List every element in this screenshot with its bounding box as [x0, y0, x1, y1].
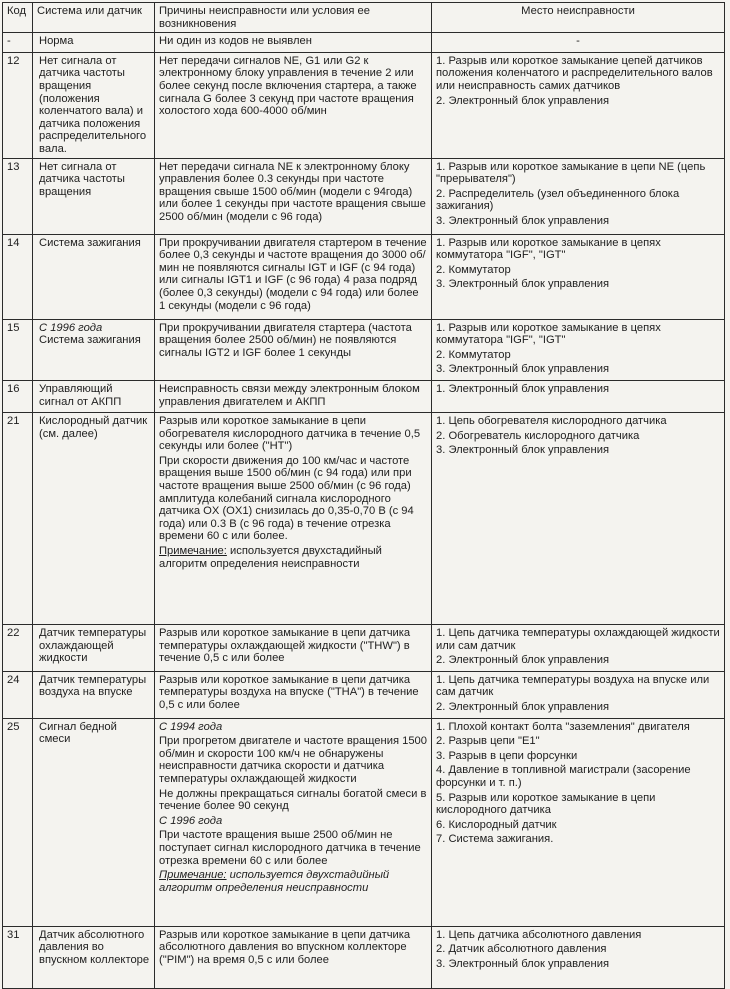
place-item: 7. Система зажигания. — [436, 833, 554, 846]
place-list — [436, 415, 720, 457]
row-code: - — [3, 33, 33, 53]
place-item: 2. Обогреватель кислородного датчика — [436, 429, 640, 442]
row-cause — [155, 33, 432, 53]
row-place — [432, 926, 725, 988]
cause-text: С 1996 года — [159, 814, 223, 827]
row-cause — [155, 52, 432, 158]
cause-note — [159, 545, 427, 570]
place-list — [436, 161, 720, 228]
table-header-row — [3, 3, 725, 33]
place-item: - — [576, 35, 580, 48]
row-code: 24 — [3, 671, 33, 718]
row-cause — [155, 380, 432, 412]
row-cause — [155, 671, 432, 718]
cause-text: Не должны прекращаться сигналы богатой смеси в течение более 90 секунд — [159, 787, 427, 813]
place-item: 2. Коммутатор — [436, 348, 511, 361]
row-system — [33, 413, 155, 625]
place-item: 3. Электронный блок управления — [436, 444, 610, 457]
cause-paragraph — [159, 627, 427, 665]
cause-text: Ни один из кодов не выявлен — [159, 35, 312, 48]
place-item: 3. Электронный блок управления — [436, 278, 610, 291]
place-item: 4. Давление в топливной магистрали (засорение форсунки и т. п.) — [436, 764, 691, 790]
cause-text: используется двухстадийный алгоритм определения неисправности — [159, 545, 382, 570]
table-row — [3, 33, 725, 53]
place-list — [436, 35, 720, 48]
cause-text: Разрыв или короткое замыкание в цепи обогревателя кислородного датчика в течение 0,5 секунды или более ("НТ") — [159, 415, 421, 453]
table-row — [3, 671, 725, 718]
place-item: 3. Электронный блок управления — [436, 957, 610, 970]
cause-paragraph — [159, 674, 427, 712]
header-cause: Причины неисправности или условия ее возникновения — [155, 3, 432, 33]
place-item: 2. Электронный блок управления — [436, 94, 610, 107]
place-item: 2. Датчик абсолютного давления — [436, 943, 607, 956]
place-item: 1. Разрыв или короткое замыкание в цепях коммутатора "IGF", "IGT" — [436, 236, 661, 262]
row-system — [33, 158, 155, 234]
cause-text: Неисправность связи между электронным блоком управления двигателем и АКПП — [159, 382, 420, 408]
place-item: 3. Электронный блок управления — [436, 363, 610, 376]
row-place — [432, 234, 725, 319]
cause-note — [159, 869, 427, 894]
cause-paragraph — [159, 237, 427, 313]
note-label: Примечание: — [159, 869, 227, 882]
cause-paragraph — [159, 55, 427, 118]
table-row — [3, 413, 725, 625]
place-list — [436, 627, 720, 667]
row-cause — [155, 234, 432, 319]
note-label: Примечание: — [159, 545, 227, 558]
cause-text: При прогретом двигателе и частоте вращения 1500 об/мин и скорости 100 км/ч не обнаружены неисправности датчика скорости и датчика температуры охлаждающей жидкости — [159, 735, 428, 786]
row-code: 15 — [3, 319, 33, 380]
place-item: 5. Разрыв или короткое замыкание в цепи кислородного датчика — [436, 791, 656, 817]
cause-text: используется двухстадийный алгоритм определения неисправности — [159, 869, 390, 894]
table-row — [3, 319, 725, 380]
place-list — [436, 237, 720, 291]
row-system — [33, 718, 155, 926]
cause-text: Нет передачи сигналов NE, G1 или G2 к электронному блоку управления в течение 2 или более секунд после включения стартера, а также сигнала G более 3 секунд при частоте вращения холостого хода 600-4000 об/мин — [159, 54, 417, 118]
place-item: 2. Коммутатор — [436, 263, 511, 276]
row-code: 12 — [3, 52, 33, 158]
place-list — [436, 721, 720, 846]
table-body — [3, 33, 725, 988]
row-cause — [155, 319, 432, 380]
place-list — [436, 55, 720, 107]
place-item: 2. Электронный блок управления — [436, 654, 610, 667]
row-place — [432, 625, 725, 672]
place-item: 2. Электронный блок управления — [436, 701, 610, 714]
row-code: 13 — [3, 158, 33, 234]
row-system — [33, 926, 155, 988]
place-item: 1. Цепь датчика температуры охлаждающей жидкости или сам датчик — [436, 627, 720, 652]
row-code: 22 — [3, 625, 33, 672]
system-name: Нет сигнала от датчика частоты вращения (положения коленчатого вала) и датчика положения распределительного вала. — [39, 54, 147, 155]
cause-paragraph — [159, 735, 427, 785]
table-row — [3, 718, 725, 926]
header-place: Место неисправности — [432, 3, 725, 33]
place-item: 1. Разрыв или короткое замыкание в цепи NE (цепь "прерывателя") — [436, 160, 706, 186]
row-cause — [155, 926, 432, 988]
table-row — [3, 234, 725, 319]
cause-paragraph — [159, 383, 427, 408]
place-item: 2. Разрыв цепи "Е1" — [436, 735, 540, 748]
place-item: 3. Электронный блок управления — [436, 214, 610, 227]
row-place — [432, 380, 725, 412]
row-cause — [155, 625, 432, 672]
system-name: Датчик абсолютного давления во впускном коллекторе — [39, 928, 150, 966]
place-item: 1. Цепь датчика абсолютного давления — [436, 928, 642, 941]
cause-text: Разрыв или короткое замыкание в цепи датчика температуры охлаждающей жидкости ("THW") в течение 0,5 с или более — [159, 627, 411, 665]
cause-text: Разрыв или короткое замыкание в цепи датчика температуры воздуха на впуске ("THA") в течение 0,5 с или более — [159, 673, 419, 712]
system-name: Система зажигания — [39, 334, 141, 347]
table-row — [3, 52, 725, 158]
cause-text: При прокручивании двигателя стартером в течение более 0,3 секунды и частоте вращения до 3000 об/мин не появляются сигналы IGT и IGF (с 94 года) или сигналы IGT1 и IGF (с 96 года) 4 раза подряд (более 0,3 секунды) (модели с 94 года) или более 1 секунды (модели с 96 года) — [159, 236, 427, 312]
row-system — [33, 671, 155, 718]
row-system — [33, 625, 155, 672]
fault-code-table — [2, 2, 725, 989]
row-system — [33, 380, 155, 412]
place-list — [436, 929, 720, 971]
place-item: 1. Цепь датчика температуры воздуха на впуске или сам датчик — [436, 673, 710, 699]
row-code: 21 — [3, 413, 33, 625]
row-place — [432, 671, 725, 718]
row-place — [432, 718, 725, 926]
cause-paragraph — [159, 415, 427, 453]
system-name: Нет сигнала от датчика частоты вращения — [39, 160, 125, 198]
system-name: Кислородный датчик (см. далее) — [39, 415, 148, 440]
cause-paragraph — [159, 721, 427, 734]
place-item: 6. Кислородный датчик — [436, 818, 557, 831]
system-name: Сигнал бедной смеси — [39, 720, 117, 746]
cause-paragraph — [159, 929, 427, 967]
system-name: Управляющий сигнал от АКПП — [39, 382, 122, 408]
system-name: Система зажигания — [39, 236, 141, 249]
row-system — [33, 234, 155, 319]
row-code: 25 — [3, 718, 33, 926]
cause-paragraph — [159, 829, 427, 867]
row-cause — [155, 413, 432, 625]
cause-text: При частоте вращения выше 2500 об/мин не поступает сигнал кислородного датчика в течение отрезка времени 60 с или более — [159, 829, 421, 867]
table-row — [3, 380, 725, 412]
row-code: 16 — [3, 380, 33, 412]
table-row — [3, 625, 725, 672]
row-place — [432, 413, 725, 625]
place-item: 1. Разрыв или короткое замыкание в цепях коммутатора "IGF", "IGT" — [436, 321, 661, 347]
cause-text: Нет передачи сигнала NE к электронному блоку управления более 0.3 секунды при частоте вращения свыше 1500 об/мин (модели с 94года) или более 1 секунды при частоте вращения свыше 2500 об/мин (модели с 96 года) — [159, 160, 426, 223]
cause-paragraph — [159, 161, 427, 224]
cause-text: При прокручивании двигателя стартера (частота вращения более 2500 об/мин) не появляются сигналы IGT2 и IGF более 1 секунды — [159, 321, 412, 359]
row-place — [432, 158, 725, 234]
table-row — [3, 158, 725, 234]
cause-paragraph — [159, 788, 427, 813]
cause-paragraph — [159, 455, 427, 543]
place-item: 3. Разрыв в цепи форсунки — [436, 749, 578, 762]
header-system: Система или датчик — [33, 3, 155, 33]
system-name: Датчик температуры воздуха на впуске — [39, 673, 147, 699]
row-system — [33, 33, 155, 53]
row-cause — [155, 158, 432, 234]
place-item: 1. Электронный блок управления — [436, 382, 610, 395]
cause-paragraph — [159, 815, 427, 828]
system-year-label: С 1996 года — [39, 321, 103, 334]
system-name: Датчик температуры охлаждающей жидкости — [39, 627, 147, 665]
table-row — [3, 926, 725, 988]
row-system — [33, 319, 155, 380]
place-item: 1. Разрыв или короткое замыкание цепей датчиков положения коленчатого и распределительного валов или неисправность самих датчиков — [436, 54, 713, 92]
place-item: 2. Распределитель (узел объединенного блока зажигания) — [436, 187, 680, 213]
row-cause — [155, 718, 432, 926]
place-item: 1. Цепь обогревателя кислородного датчика — [436, 415, 667, 428]
row-code: 14 — [3, 234, 33, 319]
row-place — [432, 52, 725, 158]
place-list — [436, 322, 720, 376]
row-place — [432, 33, 725, 53]
place-list — [436, 383, 720, 396]
cause-text: С 1994 года — [159, 720, 223, 733]
cause-paragraph — [159, 322, 427, 360]
row-place — [432, 319, 725, 380]
place-list — [436, 674, 720, 714]
header-code: Код — [3, 3, 33, 33]
cause-text: Разрыв или короткое замыкание в цепи датчика абсолютного давления во впускном коллекторе ("PIM") на время 0,5 с или более — [159, 928, 411, 966]
row-system — [33, 52, 155, 158]
system-name: Норма — [39, 35, 74, 48]
cause-paragraph — [159, 35, 427, 48]
place-item: 1. Плохой контакт болта "заземления" двигателя — [436, 720, 690, 733]
cause-text: При скорости движения до 100 км/час и частоте вращения выше 1500 об/мин (с 94 года) или при частоте вращения выше 2500 об/мин (с 96 года) амплитуда колебаний сигнала кислородного датчика OX (OX1) снизилась до 0,35-0,70 В (с 94 года) или 0.3 В (с 96 года) в течение отрезка времени 60 с или более. — [159, 454, 414, 543]
row-code: 31 — [3, 926, 33, 988]
